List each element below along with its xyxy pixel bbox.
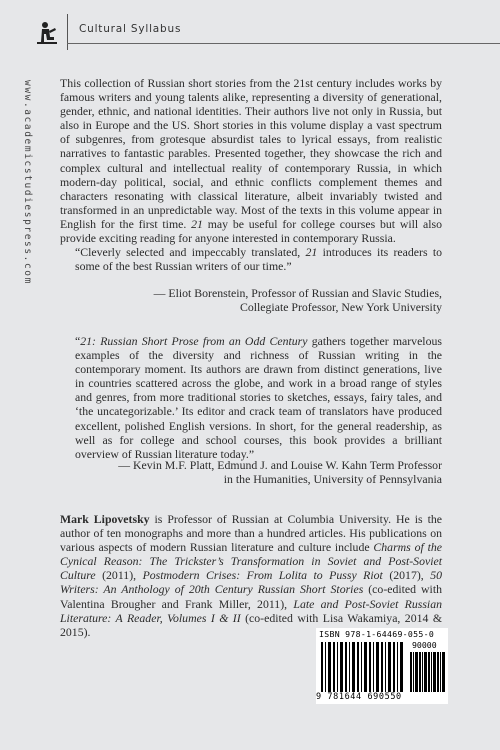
quote-title-italic: 21 [305, 245, 318, 259]
barcode-bar [333, 642, 335, 692]
quote-text: introduces its readers to some of the best Russian writers of our time.” [75, 245, 442, 274]
header-divider-vertical [67, 14, 68, 50]
barcode-bar [352, 642, 355, 692]
barcode-bar [361, 642, 362, 692]
series-title: Cultural Syllabus [79, 23, 182, 35]
quote-text: “Cleverly selected and impeccably translated, [75, 245, 301, 259]
bio-title-italic: Late and Post-Soviet Russian Literature: A Reader, Volumes I & II [60, 596, 443, 625]
barcode-bar [345, 642, 347, 692]
barcode-bar [422, 652, 423, 692]
barcode-bar [428, 652, 430, 692]
barcode-bar [442, 652, 445, 692]
description-tail: may be useful for college courses but will also provide exciting reading for anyone interested in contemporary Russia. [60, 216, 442, 246]
attribution-line: Collegiate Professor, New York University [239, 300, 442, 315]
barcode-bar [321, 642, 323, 692]
attribution-line: — Kevin M.F. Platt, Edmund J. and Louise W. Kahn Term Professor [118, 458, 442, 472]
barcode-bar [437, 652, 439, 692]
blurb-attribution-platt [118, 458, 442, 486]
bio-title-italic: Charms of the Cynical Reason: The Trickster’s Transformation in Soviet and Post-Soviet Culture [60, 540, 442, 583]
description-title-italic: 21 [191, 216, 203, 231]
attribution-line: — Eliot Borenstein, Professor of Russian and Slavic Studies, [153, 286, 442, 300]
barcode-bars [320, 642, 406, 692]
publisher-website: www.academicstudiespress.com [22, 80, 33, 285]
barcode-bar [369, 642, 371, 692]
barcode-bar [419, 652, 421, 692]
bio-text: (2011), [102, 568, 137, 583]
barcode-bar [397, 642, 398, 692]
bio-text: (2017), [389, 568, 424, 583]
barcode-bar [424, 652, 427, 692]
barcode-bar [400, 642, 403, 692]
barcode-addon-bars [409, 652, 445, 692]
barcode-bar [393, 642, 395, 692]
barcode-bar [337, 642, 338, 692]
barcode-bar [385, 642, 386, 692]
barcode-bar [373, 642, 374, 692]
reading-figure-logo-icon [34, 18, 60, 48]
barcode-digits: 9 781644 690550 [316, 692, 402, 702]
bio-title-italic: 50 Writers: An Anthology of 20th Century Russian Short Stories [60, 568, 443, 597]
barcode-bar [381, 642, 383, 692]
barcode-bar [340, 642, 343, 692]
blurb-platt [75, 334, 442, 461]
book-description [60, 76, 442, 245]
header-rule [67, 43, 500, 44]
barcode-bar [388, 642, 391, 692]
barcode-bar [433, 652, 436, 692]
quote-mark: “ [75, 334, 81, 348]
bio-text: (co-edited with Lisa Wakamiya, 2014 & 2015). [60, 610, 442, 639]
barcode-bar [440, 652, 441, 692]
isbn-number: ISBN 978-1-64469-055-0 [319, 629, 435, 639]
barcode-bar [415, 652, 418, 692]
isbn-barcode [316, 628, 448, 704]
bio-title-italic: Postmodern Crises: From Lolita to Pussy Riot [142, 568, 383, 583]
barcode-addon-number: 90000 [412, 640, 437, 650]
editor-bio [60, 512, 442, 639]
barcode-bar [364, 642, 367, 692]
bio-text: (co-edited with Valentina Brougher and Frank Miller, 2011), [60, 582, 442, 611]
barcode-bar [376, 642, 379, 692]
blurb-attribution-borenstein [154, 286, 442, 314]
attribution-line: in the Humanities, University of Pennsylvania [223, 472, 442, 487]
blurb-borenstein [75, 245, 442, 273]
barcode-bar [357, 642, 359, 692]
barcode-bar [328, 642, 331, 692]
barcode-bar [413, 652, 414, 692]
editor-name: Mark Lipovetsky [60, 512, 150, 526]
description-text: This collection of Russian short stories from the 21st century includes works by famous writers and young talents alike, representing a diversity of generational, gender, ethnic, and national identities. Their authors live not only in Russia, but also in Europe and the US. Short stories in this volume display a vast spectrum of subgenres, from grotesque absurdist tales to lyrical essays, from realistic narratives to fantastic parables. Presented together, they showcase the rich and complex cultural and intellectual reality of contemporary Russia, in which modern-day political, social, and ethnic conflicts complement themes and characters resonating with classical literature, albeit invariably twisted and transformed in an unpredictable way. Most of the texts in this volume appear in English for the first time. [60, 76, 442, 231]
quote-title-italic: 21: Russian Short Prose from an Odd Century [80, 334, 308, 348]
barcode-bar [431, 652, 432, 692]
quote-text: gathers together marvelous examples of the diversity and richness of Russian writing in the contemporary moment. Its authors are drawn from distinct generations, live in countries scattered across the globe, and work in a broad range of styles and genres, from more traditional stories to sketches, essays, fairy tales, and ‘the uncategorizable.’ Its editor and crack team of translators have produced excellent, polished English versions. In short, for the general readership, as well as for college and school courses, this book provides a brilliant overview of Russian literature today.” [75, 334, 442, 461]
barcode-bar [410, 652, 412, 692]
bio-text: is Professor of Russian at Columbia University. He is the author of ten monographs and more than a hundred articles. His publications on various aspects of modern Russian literature and culture include [60, 512, 442, 555]
series-header [0, 0, 500, 60]
barcode-bar [325, 642, 326, 692]
barcode-bar [349, 642, 350, 692]
